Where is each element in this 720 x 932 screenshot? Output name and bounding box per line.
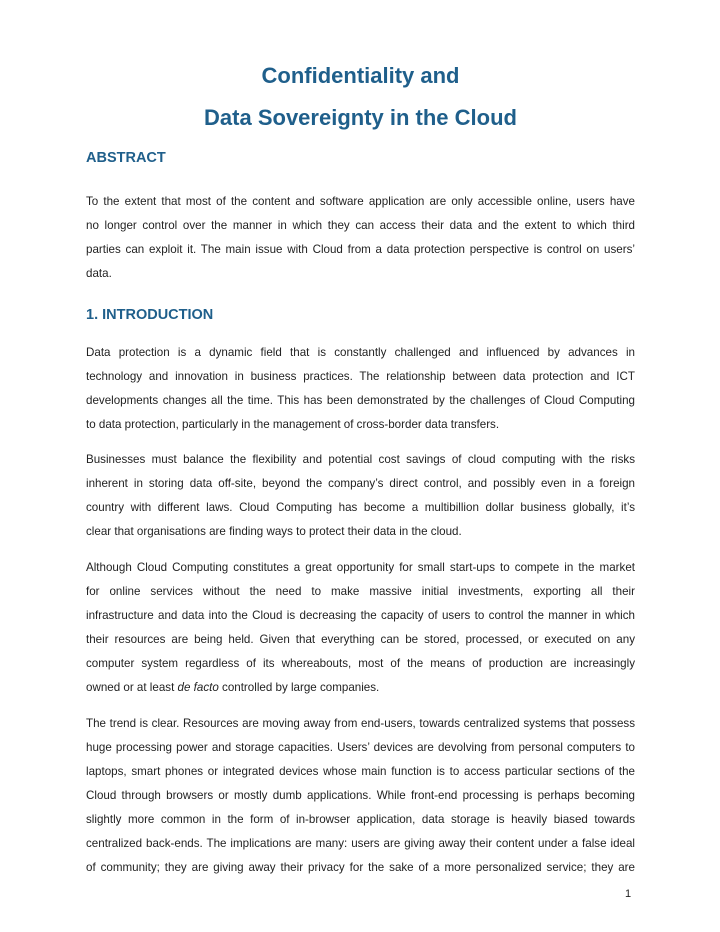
text-line: infrastructure and data into the Cloud is decreasing the capacity of users to control the manner in which — [86, 609, 635, 622]
intro-paragraph-2 — [86, 448, 635, 544]
abstract-paragraph — [86, 190, 635, 286]
text-line: parties can exploit it. The main issue with Cloud from a data protection perspective is control on users’ — [86, 243, 635, 256]
text-line: laptops, smart phones or integrated devices whose main function is to access particular sections of the — [86, 765, 635, 778]
intro-paragraph-1 — [86, 341, 635, 437]
title-line-1: Confidentiality and — [261, 63, 460, 88]
text-line: clear that organisations are finding ways to protect their data in the cloud. — [86, 525, 462, 538]
text-line: Cloud through browsers or mostly dumb applications. While front-end processing is perhaps becoming — [86, 789, 635, 802]
text-line: centralized back-ends. The implications are many: users are giving away their content under a false ideal — [86, 837, 635, 850]
text-run: owned or at least — [86, 681, 178, 694]
text-line: of community; they are giving away their privacy for the sake of a more personalized service; they are — [86, 861, 635, 874]
text-line: for online services without the need to make massive initial investments, exporting all their — [86, 585, 635, 598]
text-line: Businesses must balance the flexibility and potential cost savings of cloud computing with the risks — [86, 453, 635, 466]
text-run: controlled by large companies. — [218, 681, 380, 694]
title-line-2: Data Sovereignty in the Cloud — [204, 105, 517, 130]
intro-paragraph-3 — [86, 556, 635, 700]
text-line — [86, 676, 635, 700]
text-line: slightly more common in the form of in-browser application, data storage is heavily biased towards — [86, 813, 635, 826]
text-line: technology and innovation in business practices. The relationship between data protection and ICT — [86, 370, 635, 383]
text-line: developments changes all the time. This has been demonstrated by the challenges of Cloud Computing — [86, 394, 635, 407]
page-number: 1 — [625, 888, 632, 900]
abstract-heading: ABSTRACT — [86, 150, 166, 166]
text-line: country with different laws. Cloud Computing has become a multibillion dollar business globally, it’s — [86, 501, 635, 514]
text-line: computer system regardless of its whereabouts, most of the means of production are increasingly — [86, 657, 635, 670]
italic-text-run: de facto — [177, 681, 219, 694]
text-line: their resources are being held. Given that everything can be stored, processed, or executed on any — [86, 633, 635, 646]
text-line: Although Cloud Computing constitutes a great opportunity for small start-ups to compete in the market — [86, 561, 635, 574]
text-line: no longer control over the manner in which they can access their data and the extent to which third — [86, 219, 635, 232]
text-line: data. — [86, 267, 112, 280]
intro-paragraph-4 — [86, 712, 635, 880]
text-line: to data protection, particularly in the management of cross-border data transfers. — [86, 418, 500, 431]
text-line: huge processing power and storage capacities. Users’ devices are devolving from personal computers to — [86, 741, 635, 754]
text-line: Data protection is a dynamic field that is constantly challenged and influenced by advances in — [86, 346, 635, 359]
introduction-heading: 1. INTRODUCTION — [86, 307, 214, 323]
text-line: To the extent that most of the content and software application are only accessible online, users have — [86, 195, 635, 208]
text-line: inherent in storing data off-site, beyond the company’s direct control, and possibly even in a foreign — [86, 477, 635, 490]
title-block — [86, 55, 635, 139]
text-line: The trend is clear. Resources are moving away from end-users, towards centralized systems that possess — [86, 717, 635, 730]
